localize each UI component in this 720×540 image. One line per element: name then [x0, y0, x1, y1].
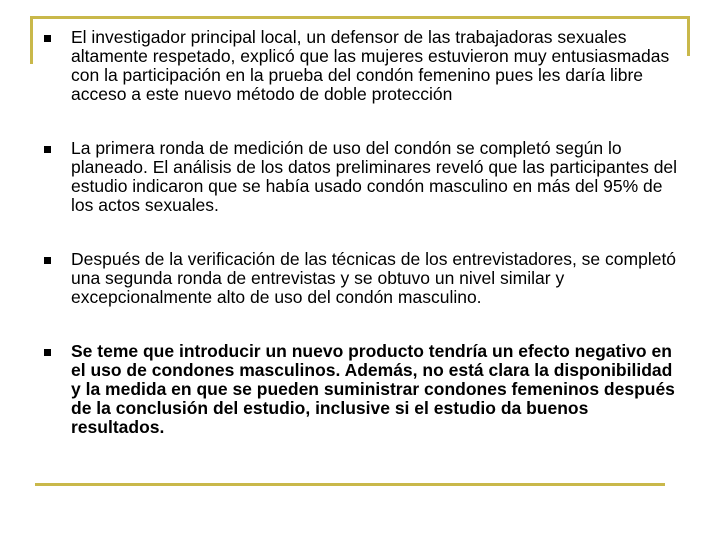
bullet-item-4	[40, 342, 680, 437]
bullet-text: La primera ronda de medición de uso del condón se completó según lo planeado. El análisis de los datos preliminares reveló que las participantes del estudio indicaron que se había usado condón masculino en más del 95% de los actos sexuales.	[71, 138, 678, 215]
bullet-text: El investigador principal local, un defensor de las trabajadoras sexuales altamente respetado, explicó que las mujeres estuvieron muy entusiasmadas con la participación en la prueba del condón femenino pues les daría libre acceso a este nuevo método de doble protección	[71, 27, 670, 104]
bullet-list	[40, 28, 680, 472]
bullet-item-1	[40, 28, 680, 104]
square-bullet-icon	[44, 35, 51, 42]
bullet-item-2	[40, 139, 680, 215]
frame-left-line	[30, 16, 33, 64]
square-bullet-icon	[44, 146, 51, 153]
bullet-text: Se teme que introducir un nuevo producto tendría un efecto negativo en el uso de condones masculinos. Además, no está clara la disponibilidad y la medida en que se pueden suministrar condones femeninos después de la conclusión del estudio, inclusive si el estudio da buenos resultados.	[71, 341, 675, 437]
frame-bottom-line	[35, 483, 665, 486]
frame-right-line	[687, 16, 690, 56]
bullet-item-3	[40, 250, 680, 307]
frame-top-line	[30, 16, 690, 19]
square-bullet-icon	[44, 257, 51, 264]
bullet-text: Después de la verificación de las técnicas de los entrevistadores, se completó una segunda ronda de entrevistas y se obtuvo un nivel similar y excepcionalmente alto de uso del condón masculino.	[71, 249, 677, 307]
square-bullet-icon	[44, 349, 51, 356]
